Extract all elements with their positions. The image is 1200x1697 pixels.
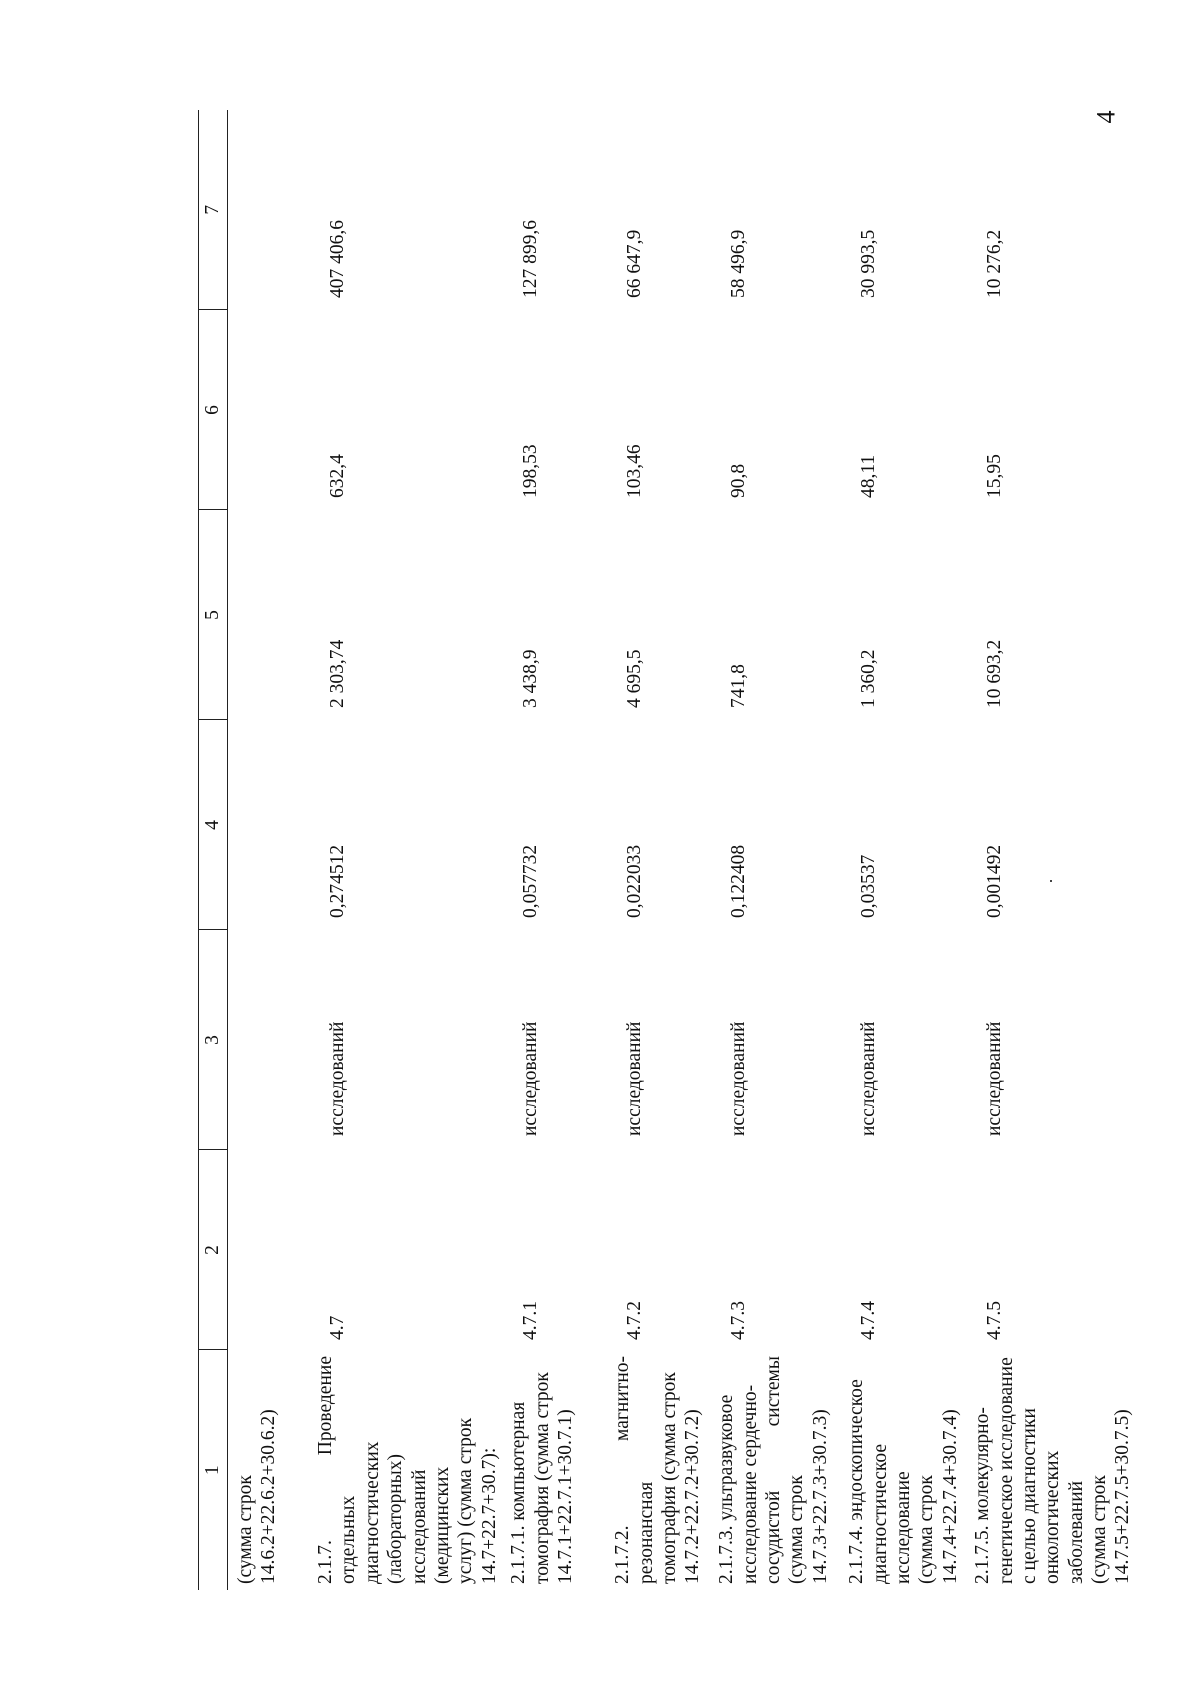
row-value-6: 90,8 [728, 463, 750, 498]
description-line: (сумма строк [1089, 1475, 1111, 1584]
header-col-1: 1 [199, 1350, 228, 1590]
row-value-4: 0,274512 [327, 844, 348, 918]
row-value-4: 0,03537 [858, 854, 880, 918]
description-line: 2.1.7.5. молекулярно- [972, 1407, 994, 1584]
row-unit: исследований [624, 1021, 646, 1136]
page-number: 4 [1091, 110, 1121, 124]
row-value-5 [228, 510, 309, 720]
description-line: (сумма строк [916, 1475, 938, 1584]
table-body [228, 110, 1135, 1590]
row-description [605, 1350, 709, 1590]
description-line: томография (сумма строк [658, 1372, 680, 1584]
description-line: 14.7.1+22.7.1+30.7.1) [554, 1409, 576, 1584]
description-line: 2.1.7.4. эндоскопическое [846, 1379, 868, 1584]
row-value-4: 0,022033 [624, 844, 646, 918]
description-line: томография (сумма строк [531, 1372, 553, 1584]
row-description [965, 1350, 1135, 1590]
row-value-5: 741,8 [728, 664, 750, 708]
description-line: генетическое исследование [995, 1357, 1017, 1584]
description-line: 14.6.2+22.6.2+30.6.2) [258, 1409, 280, 1584]
description-line: 14.7+22.7+30.7): [478, 1447, 500, 1584]
row-description [839, 1350, 965, 1590]
row-code: 4.7.1 [520, 1301, 542, 1340]
table-row [228, 110, 309, 1590]
row-unit: исследований [728, 1021, 750, 1136]
row-code: 4.7.5 [984, 1301, 1006, 1340]
table-row [308, 110, 501, 1590]
description-line: с целью диагностики [1018, 1408, 1040, 1584]
rotated-table-wrapper [198, 110, 1134, 1590]
row-value-7: 10 276,2 [984, 229, 1006, 298]
row-unit: исследований [984, 1021, 1006, 1136]
row-value-5: 1 360,2 [858, 649, 880, 708]
header-col-2: 2 [199, 1150, 228, 1350]
row-code: 4.7.2 [624, 1301, 646, 1340]
row-description [501, 1350, 605, 1590]
table-header [199, 110, 228, 1590]
row-code: 4.7 [327, 1315, 348, 1340]
row-unit: исследований [327, 1021, 348, 1136]
description-line: 14.7.5+22.7.5+30.7.5) [1112, 1409, 1134, 1584]
header-col-6: 6 [199, 310, 228, 510]
row-unit: исследований [520, 1021, 542, 1136]
table-row [501, 110, 605, 1590]
row-description [228, 1350, 309, 1590]
row-value-6: 632,4 [327, 454, 348, 498]
row-value-6: 103,46 [624, 444, 646, 498]
row-value-7: 30 993,5 [858, 229, 880, 298]
row-description [308, 1350, 501, 1590]
row-value-5: 3 438,9 [520, 649, 542, 708]
description-line: диагностических (лабораторных) [361, 1441, 407, 1584]
row-value-4 [228, 720, 309, 930]
description-line: 2.1.7.1. компьютерная [508, 1401, 530, 1584]
header-col-7: 7 [199, 110, 228, 310]
row-description [709, 1350, 839, 1590]
row-code: 4.7.4 [858, 1301, 880, 1340]
row-value-4: 0,057732 [520, 844, 542, 918]
table-row [605, 110, 709, 1590]
row-unit: исследований [858, 1021, 880, 1136]
header-col-5: 5 [199, 510, 228, 720]
description-line: 2.1.7.2. магнитно-резонансная [612, 1356, 657, 1584]
header-col-3: 3 [199, 930, 228, 1150]
row-value-6: 15,95 [984, 454, 1006, 498]
row-value-7: 58 496,9 [728, 229, 750, 298]
table-row [965, 110, 1135, 1590]
row-value-7 [228, 110, 309, 310]
data-table [198, 110, 1135, 1590]
table-row [709, 110, 839, 1590]
description-line: онкологических заболеваний [1042, 1450, 1087, 1584]
description-line: 2.1.7.3. ультразвуковое [716, 1394, 738, 1584]
row-value-7: 66 647,9 [624, 229, 646, 298]
row-value-6: 48,11 [858, 454, 880, 498]
description-line: 2.1.7. Проведение отдельных [315, 1356, 360, 1584]
row-code: 4.7.3 [728, 1301, 750, 1340]
table-row [839, 110, 965, 1590]
row-code [228, 1150, 309, 1350]
description-line: услуг) (сумма строк [455, 1417, 477, 1584]
description-line: 14.7.2+22.7.2+30.7.2) [682, 1409, 704, 1584]
row-unit [228, 930, 309, 1150]
row-value-7: 407 406,6 [327, 220, 348, 298]
row-value-5: 4 695,5 [624, 649, 646, 708]
description-line: 14.7.3+22.7.3+30.7.3) [809, 1409, 831, 1584]
row-value-6 [228, 310, 309, 510]
row-value-4: 0,001492 [984, 844, 1006, 918]
description-line: 14.7.4+22.7.4+30.7.4) [939, 1409, 961, 1584]
row-value-5: 2 303,74 [327, 639, 348, 708]
description-line: диагностическое исследование [869, 1443, 914, 1584]
row-value-7: 127 899,6 [520, 220, 542, 298]
description-line: исследование сердечно- [739, 1384, 761, 1584]
description-line: (сумма строк [235, 1475, 256, 1584]
description-line: исследований (медицинских [408, 1466, 453, 1584]
row-value-6: 198,53 [520, 444, 542, 498]
row-value-5: 10 693,2 [984, 639, 1006, 708]
header-col-4: 4 [199, 720, 228, 930]
description-line: сосудистой системы (сумма строк [762, 1356, 808, 1584]
header-row [199, 110, 228, 1590]
row-value-4: 0,122408 [728, 844, 750, 918]
